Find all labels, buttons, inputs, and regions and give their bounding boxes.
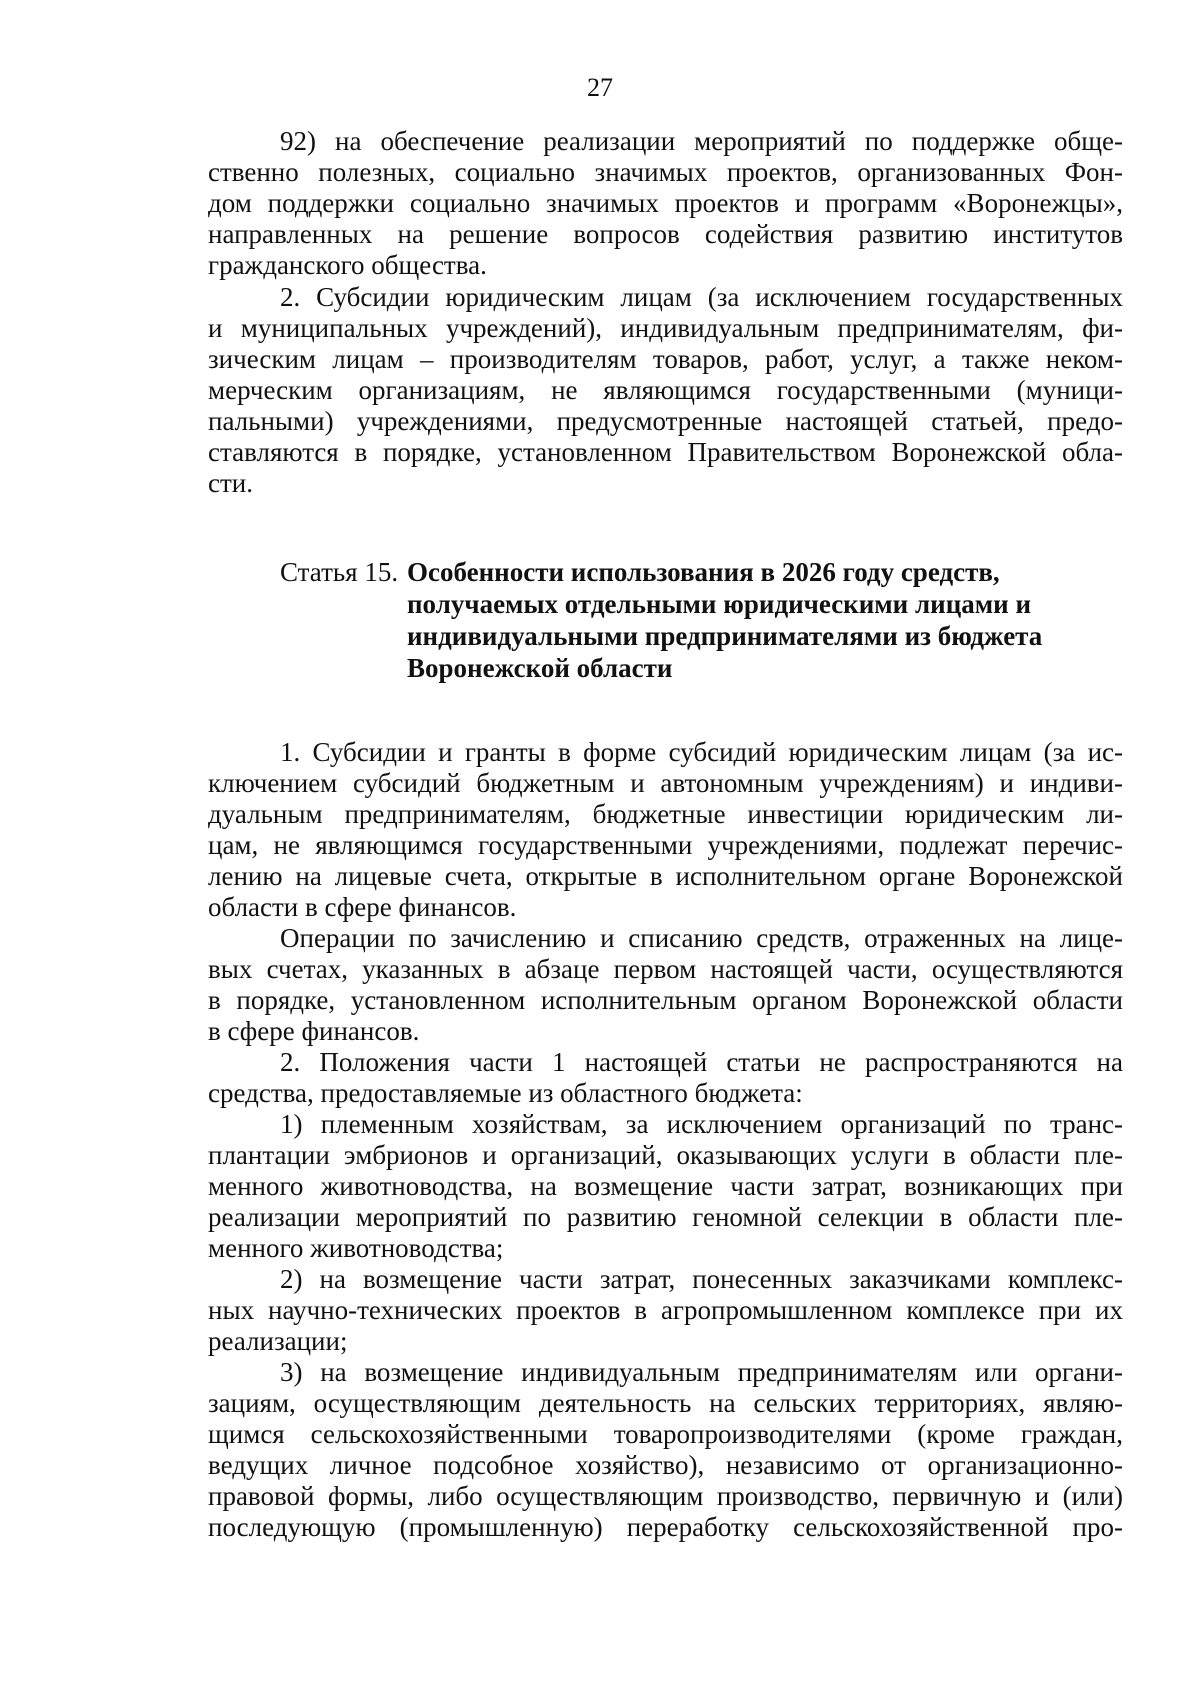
text-line: 1. Субсидии и гранты в форме субсидий юридическим лицам (за ис- [280,737,1123,767]
text-line: пальными) учреждениями, предусмотренные настоящей статьей, предо- [208,406,1123,436]
article-title-line: индивидуальными предпринимателями из бюджета [407,621,1043,651]
text-line: 92) на обеспечение реализации мероприятий по поддержке обще- [280,126,1123,156]
text-line: 2) на возмещение части затрат, понесенных заказчиками комплекс- [280,1264,1123,1294]
text-line: дом поддержки социально значимых проектов и программ «Воронежцы», [208,188,1123,218]
text-line: зациям, осуществляющим деятельность на сельских территориях, являю- [208,1388,1123,1418]
text-line: области в сфере финансов. [208,892,517,922]
text-line: реализации мероприятий по развитию геномной селекции в области пле- [208,1202,1123,1232]
text-line: лению на лицевые счета, открытые в исполнительном органе Воронежской [208,861,1123,891]
text-line: зическим лицам – производителям товаров, работ, услуг, а также неком- [208,344,1123,374]
article-title-line: Воронежской области [407,653,673,683]
text-line: реализации; [208,1326,348,1356]
text-line: сти. [208,468,253,498]
text-line: и муниципальных учреждений), индивидуальным предпринимателям, фи- [208,313,1123,343]
text-line: мерческим организациям, не являющимся государственными (муници- [208,375,1123,405]
text-line: в сфере финансов. [208,1016,420,1046]
page-number: 27 [587,73,613,102]
text-line: средства, предоставляемые из областного бюджета: [208,1078,803,1108]
text-line: менного животноводства; [208,1233,504,1263]
text-line: 1) племенным хозяйствам, за исключением организаций по транс- [280,1109,1123,1139]
text-line: менного животноводства, на возмещение части затрат, возникающих при [208,1171,1123,1201]
text-line: последующую (промышленную) переработку сельскохозяйственной про- [208,1512,1123,1542]
text-line: вых счетах, указанных в абзаце первом настоящей части, осуществляются [208,954,1123,984]
text-line: ведущих личное подсобное хозяйство), независимо от организационно- [208,1450,1123,1480]
article-label: Статья 15. [280,557,399,587]
text-line: 2. Субсидии юридическим лицам (за исключением государственных [280,282,1123,312]
text-line: щимся сельскохозяйственными товаропроизводителями (кроме граждан, [208,1419,1123,1449]
text-line: правовой формы, либо осуществляющим производство, первичную и (или) [208,1481,1123,1511]
text-line: дуальным предпринимателям, бюджетные инвестиции юридическим ли- [208,799,1123,829]
text-line: ставляются в порядке, установленном Правительством Воронежской обла- [208,437,1123,467]
text-line: Операции по зачислению и списанию средств, отраженных на лице- [280,923,1123,953]
text-line: 2. Положения части 1 настоящей статьи не распространяются на [280,1047,1123,1077]
text-line: направленных на решение вопросов содействия развитию институтов [208,219,1123,249]
text-line: плантации эмбрионов и организаций, оказывающих услуги в области пле- [208,1140,1123,1170]
article-title-line: Особенности использования в 2026 году средств, [407,557,1000,587]
text-line: гражданского общества. [208,250,487,280]
text-line: 3) на возмещение индивидуальным предпринимателям или органи- [280,1357,1123,1387]
article-title-line: получаемых отдельными юридическими лицами и [407,589,1032,619]
text-line: ственно полезных, социально значимых проектов, организованных Фон- [208,157,1123,187]
text-line: ключением субсидий бюджетным и автономным учреждениям) и индиви- [208,768,1123,798]
text-line: ных научно-технических проектов в агропромышленном комплексе при их [208,1295,1123,1325]
text-line: в порядке, установленном исполнительным органом Воронежской области [208,985,1123,1015]
text-line: цам, не являющимся государственными учреждениями, подлежат перечис- [208,830,1123,860]
